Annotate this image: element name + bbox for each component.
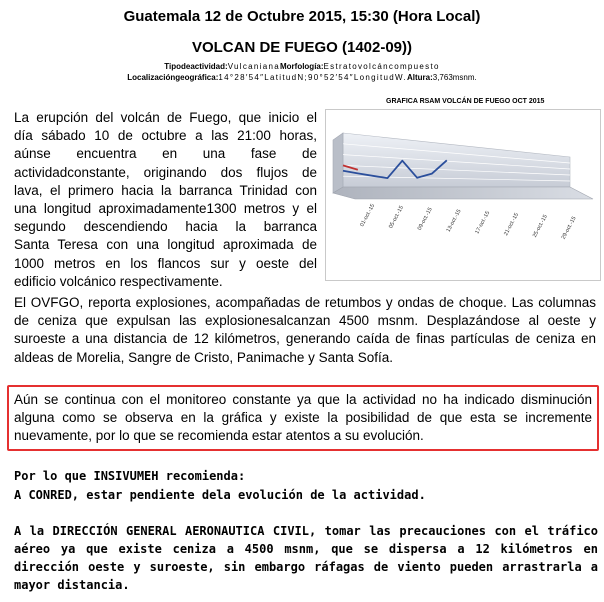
volcano-name: VOLCAN DE FUEGO (1402-09)) bbox=[191, 39, 413, 56]
location-label: Localizacióngeográfica: bbox=[127, 73, 219, 82]
paragraph-line: actividadconstante, originando dos flujos de bbox=[14, 164, 317, 180]
volcano-metadata bbox=[0, 61, 604, 83]
morphology-label: Morfología: bbox=[279, 62, 324, 71]
paragraph-line: Santa Teresa con una longitud aproximada de bbox=[14, 237, 317, 253]
chart-tick-label: 29-oct.-15 bbox=[560, 215, 578, 241]
rsam-chart bbox=[325, 109, 601, 281]
location-value: 14°28′54″LatitudN;90°52′54″LongitudW. bbox=[218, 73, 407, 82]
morphology-value: Estratovolcáncompuesto bbox=[323, 62, 440, 71]
chart-tick-label: 01-oct.-15 bbox=[359, 203, 377, 228]
eruption-paragraph bbox=[14, 109, 317, 291]
chart-tick-label: 13-oct.-15 bbox=[445, 208, 463, 234]
chart-tick-label: 21-oct.-15 bbox=[503, 212, 521, 237]
chart-tick-label: 17-oct.-15 bbox=[474, 210, 492, 236]
meta-line-2 bbox=[0, 72, 604, 83]
chart-side-wall bbox=[333, 133, 343, 193]
recommendation-conred: A CONRED, estar pendiente dela evolución de la actividad. bbox=[14, 488, 426, 502]
meta-line-1 bbox=[0, 61, 604, 72]
paragraph-line: día sábado 10 de octubre a las 21:00 horas, bbox=[14, 128, 317, 144]
alert-box bbox=[7, 385, 599, 451]
activity-type-label: Tipodeactividad: bbox=[164, 62, 228, 71]
chart-floor bbox=[333, 187, 593, 199]
paragraph-line: edificio volcánico respectivamente. bbox=[14, 273, 223, 289]
chart-tick-label: 09-oct.-15 bbox=[416, 206, 434, 232]
alert-text: Aún se continua con el monitoreo constante ya que la actividad no ha indicado disminución alguna como se observa en la gráfica y existe la posibilidad de que esta se incremente nuevamente, por lo que se recomienda estar atentos a su evolución. bbox=[14, 392, 592, 444]
altitude-value: 3,763msnm. bbox=[432, 73, 477, 82]
activity-type-value: Vulcaniana bbox=[227, 62, 280, 71]
altitude-label: Altura: bbox=[406, 73, 433, 82]
recommendation-dgac: A la DIRECCIÓN GENERAL AERONAUTICA CIVIL, tomar las precauciones con el tráfico aéreo ya que existe ceniza a 4500 msnm, que se dispersa a 12 kilómetros en dirección oeste y suroeste, sin embargo ráfagas de viento pueden arrastrarla a mayor distancia. bbox=[14, 524, 598, 592]
chart-title: GRAFICA RSAM VOLCÁN DE FUEGO OCT 2015 bbox=[386, 98, 545, 105]
ovfgo-paragraph: El OVFGO, reporta explosiones, acompañadas de retumbos y ondas de choque. Las columnas de ceniza que expulsan las explosionesalcanzan 4500 msnm. Desplazándose al oeste y suroeste a una distancia de 12 kilómetros, generando caída de finas partículas de ceniza en aldeas de Morelia, Sangre de Cristo, Panimache y Santa Sofía. bbox=[14, 295, 596, 365]
document-title: Guatemala 12 de Octubre 2015, 15:30 (Hora Local) bbox=[123, 8, 481, 25]
paragraph-line: 1000 metros en los flancos sur y oeste del bbox=[14, 255, 317, 271]
paragraph-line: lava, el primero hacia la barranca Trinidad con bbox=[14, 182, 317, 198]
paragraph-line: segundo descendiendo hacia la barranca bbox=[14, 219, 317, 235]
chart-tick-label: 05-oct.-15 bbox=[388, 204, 405, 230]
paragraph-line: una longitud aproximadamente1300 metros y el bbox=[14, 201, 317, 217]
recommendation-intro: Por lo que INSIVUMEH recomienda: bbox=[14, 469, 246, 483]
paragraph-line: aúnse encuentra en una fase de bbox=[14, 146, 317, 162]
chart-tick-label: 25-oct.-15 bbox=[531, 213, 549, 239]
paragraph-line: La erupción del volcán de Fuego, que inicio el bbox=[14, 110, 317, 125]
